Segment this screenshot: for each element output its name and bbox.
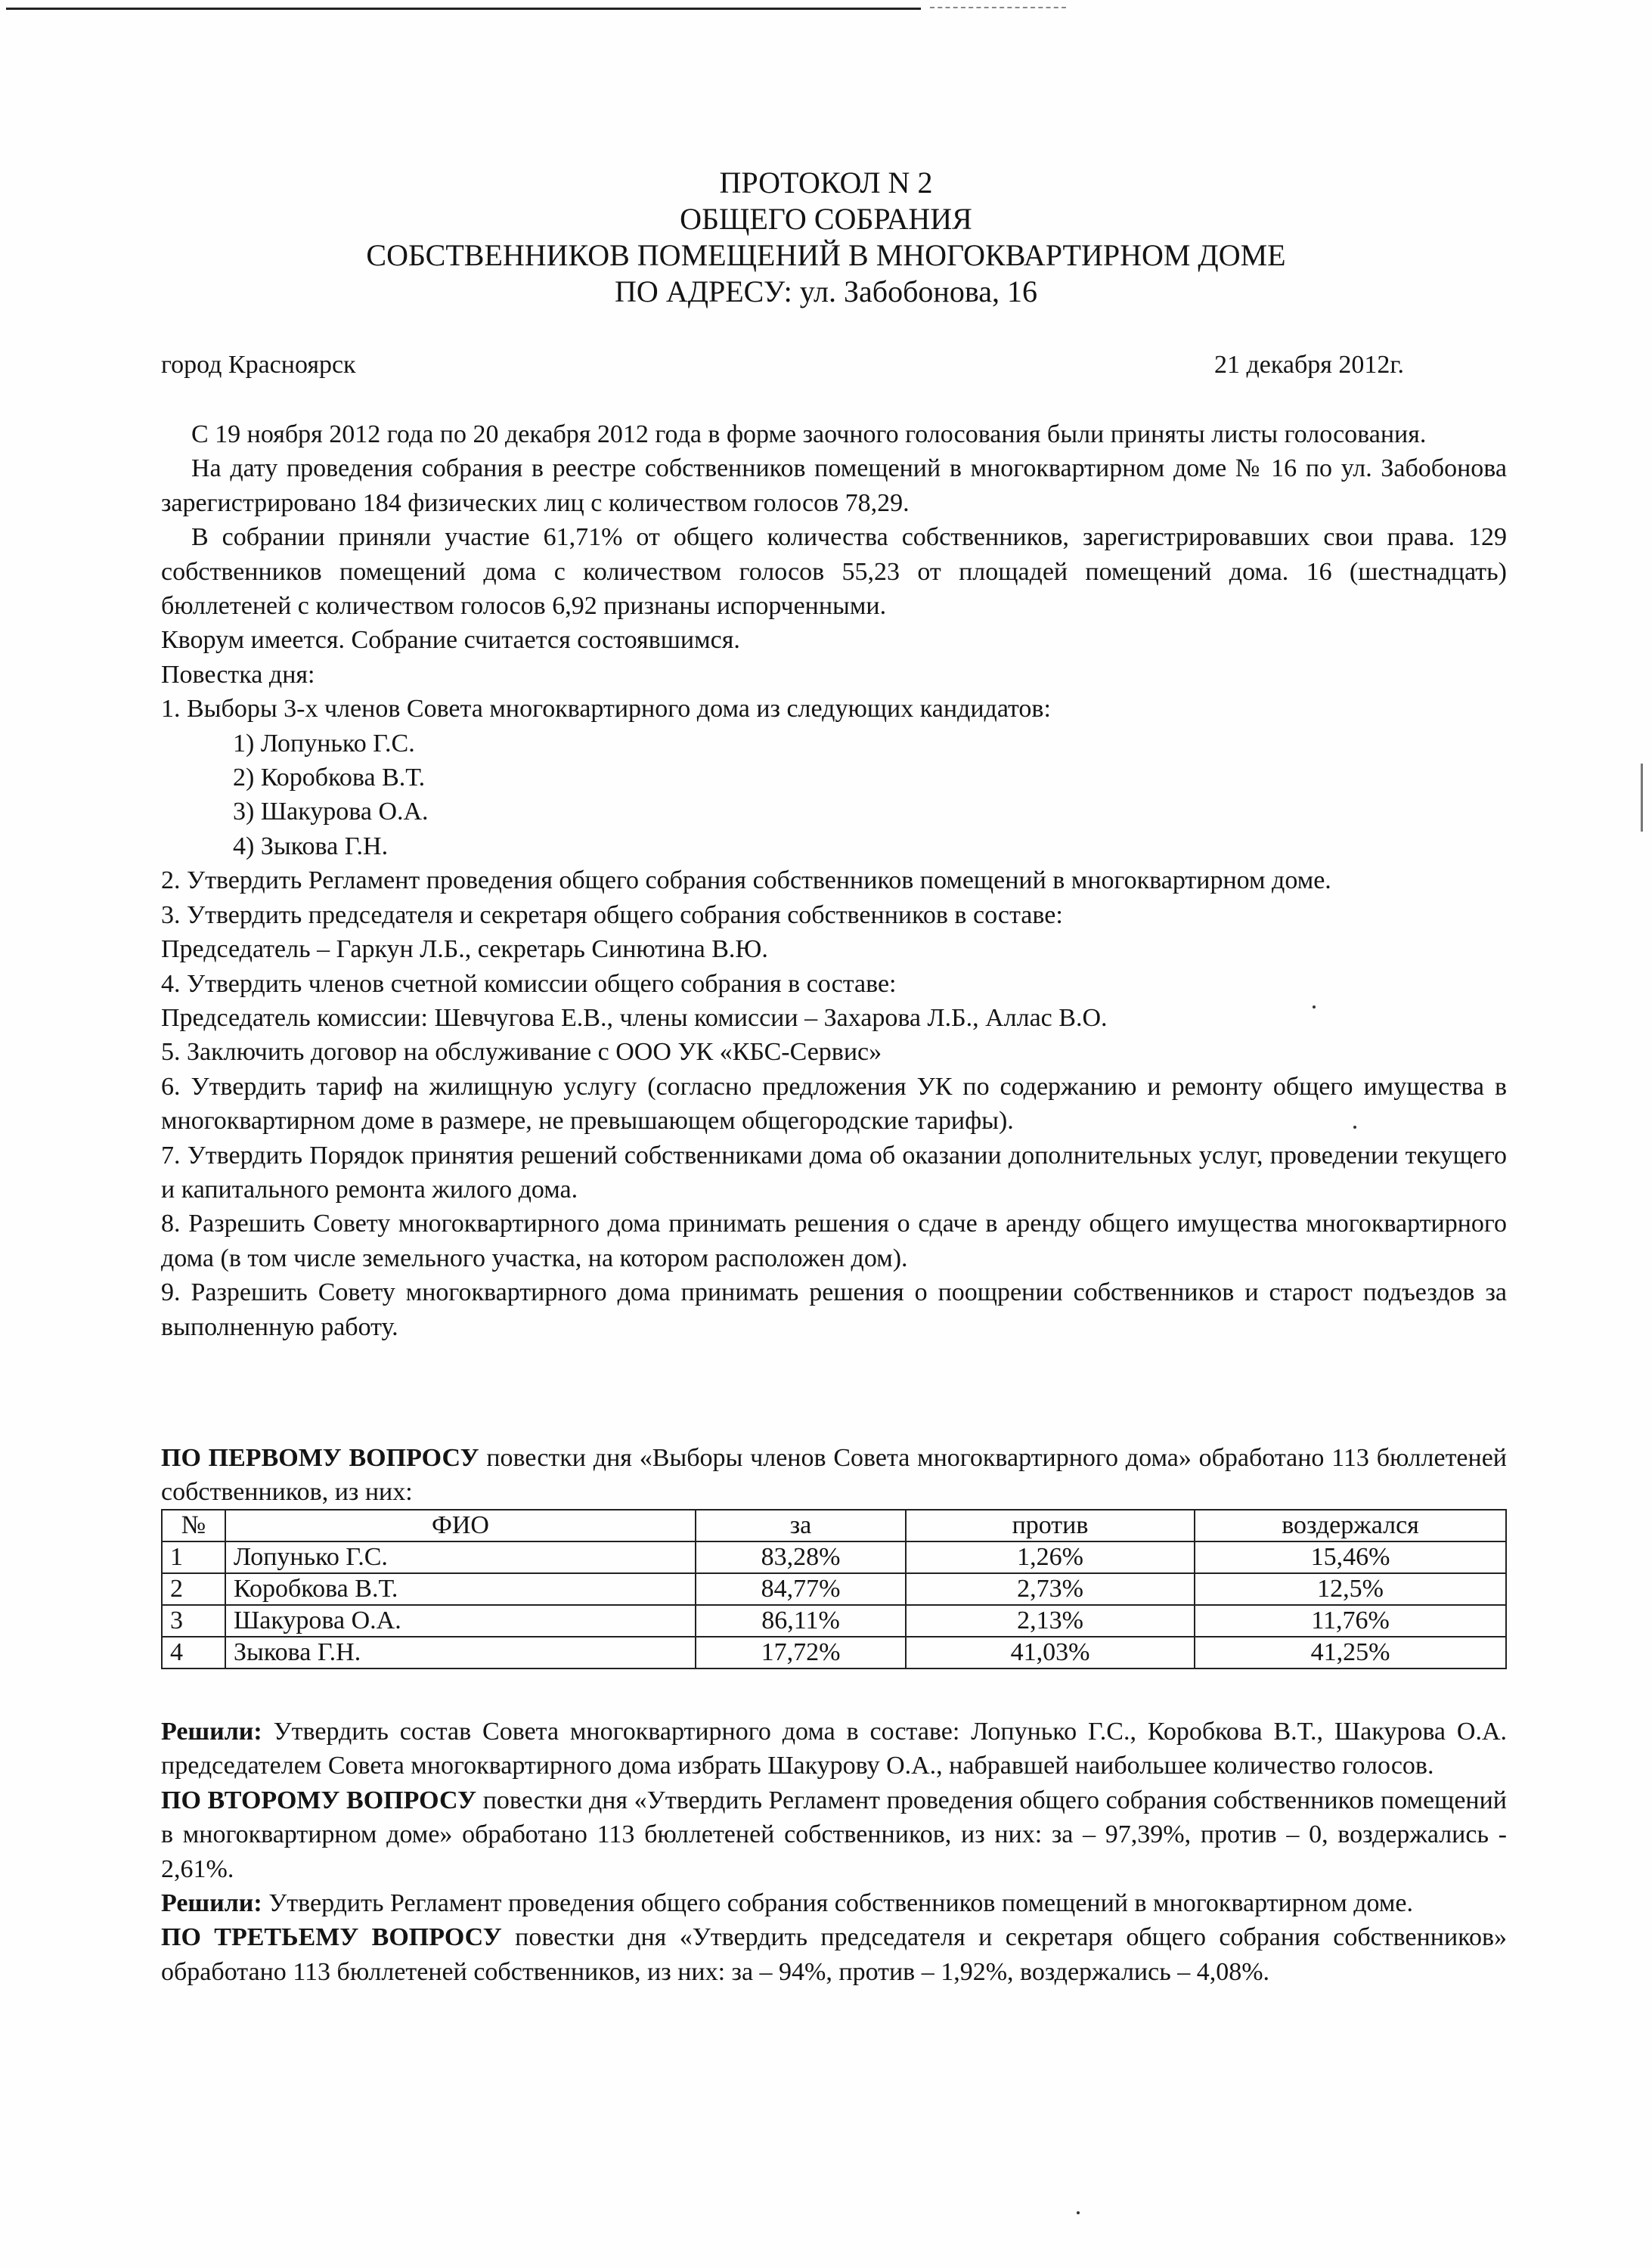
scan-edge-mark	[1641, 764, 1643, 832]
col-for: за	[696, 1510, 906, 1541]
table-row	[162, 1541, 1506, 1573]
scan-top-border	[6, 8, 921, 10]
votes-for: 86,11%	[696, 1605, 906, 1637]
agenda-item-3-detail: Председатель – Гаркун Л.Б., секретарь Синютина В.Ю.	[161, 935, 768, 964]
votes-against: 2,13%	[906, 1605, 1195, 1637]
title-line-4: ПО АДРЕСУ: ул. Забобонова, 16	[615, 274, 1037, 308]
question-3	[161, 1920, 1507, 1989]
candidate-1: 1) Лопунько Г.С.	[233, 729, 415, 758]
question-2-text: повестки дня «Утвердить Регламент проведения общего собрания собственников помещений в многоквартирном доме» обработано 113 бюллетеней собственников, из них: за – 97,39%, против – 0, воздержались - 2,61%.	[161, 1786, 1508, 1883]
vote-results-table	[161, 1509, 1507, 1669]
title-line-3: СОБСТВЕННИКОВ ПОМЕЩЕНИЙ В МНОГОКВАРТИРНОМ ДОМЕ	[366, 238, 1286, 272]
city: город Красноярск	[161, 351, 356, 379]
agenda-item-7: 7. Утвердить Порядок принятия решений собственниками дома об оказании дополнительных услуг, проведении текущего и капитального ремонта жилого дома.	[161, 1141, 1507, 1204]
votes-for: 84,77%	[696, 1573, 906, 1605]
scan-speck	[1077, 2211, 1080, 2214]
decision-2	[161, 1886, 1507, 1920]
table-header-row	[162, 1510, 1506, 1541]
votes-abstained: 15,46%	[1195, 1541, 1506, 1573]
votes-abstained: 12,5%	[1195, 1573, 1506, 1605]
table-row	[162, 1605, 1506, 1637]
title-line-2: ОБЩЕГО СОБРАНИЯ	[680, 202, 972, 236]
candidate-3: 3) Шакурова О.А.	[233, 798, 429, 826]
question-2-heading: ПО ВТОРОМУ ВОПРОСУ	[161, 1786, 477, 1814]
agenda-item-8: 8. Разрешить Совету многоквартирного дома принимать решения о сдаче в аренду общего имущества многоквартирного дома (в том числе земельного участка, на котором расположен дом).	[161, 1210, 1507, 1272]
question-1-heading: ПО ПЕРВОМУ ВОПРОСУ	[161, 1444, 479, 1472]
row-number: 3	[162, 1605, 225, 1637]
votes-for: 17,72%	[696, 1637, 906, 1668]
table-row	[162, 1637, 1506, 1668]
decision-1	[161, 1715, 1507, 1783]
intro-paragraph-3: В собрании приняли участие 61,71% от общего количества собственников, зарегистрировавших свои права. 129 собственников помещений дома с количеством голосов 55,23 от площадей помещений дома. 16 (шестнадцать) бюллетеней с количеством голосов 6,92 признаны испорченными.	[161, 523, 1507, 621]
decision-1-text: Утвердить состав Совета многоквартирного дома в составе: Лопунько Г.С., Коробкова В.Т., Шакурова О.А. председателем Совета многоквартирного дома избрать Шакурову О.А., набравшей наибольшее количество голосов.	[161, 1718, 1507, 1780]
votes-against: 41,03%	[906, 1637, 1195, 1668]
intro-paragraph-2: На дату проведения собрания в реестре собственников помещений в многоквартирном доме № 16 по ул. Забобонова зарегистрировано 184 физических лиц с количеством голосов 78,29.	[161, 454, 1507, 517]
agenda-item-6: 6. Утвердить тариф на жилищную услугу (согласно предложения УК по содержанию и ремонту общего имущества в многоквартирном доме в размере, не превышающем общегородские тарифы).	[161, 1072, 1507, 1136]
decision-2-text: Утвердить Регламент проведения общего собрания собственников помещений в многоквартирном доме.	[262, 1889, 1413, 1918]
question-3-text: повестки дня «Утвердить председателя и секретаря общего собрания собственников» обработано 113 бюллетеней собственников, из них: за – 94%, против – 1,92%, воздержались – 4,08%.	[161, 1923, 1508, 1986]
row-number: 2	[162, 1573, 225, 1605]
votes-abstained: 11,76%	[1195, 1605, 1506, 1637]
row-number: 4	[162, 1637, 225, 1668]
votes-abstained: 41,25%	[1195, 1637, 1506, 1668]
decision-1-label: Решили:	[161, 1718, 262, 1746]
document-date: 21 декабря 2012г.	[1214, 351, 1405, 379]
col-abstained: воздержался	[1195, 1510, 1506, 1541]
document-title	[0, 165, 1652, 310]
intro-paragraph-1: С 19 ноября 2012 года по 20 декабря 2012 года в форме заочного голосования были приняты листы голосования.	[191, 420, 1427, 448]
agenda-item-5: 5. Заключить договор на обслуживание с ООО УК «КБС-Сервис»	[161, 1038, 882, 1067]
agenda-title: Повестка дня:	[161, 660, 315, 689]
agenda-item-1: 1. Выборы 3-х членов Совета многоквартирного дома из следующих кандидатов:	[161, 695, 1051, 723]
scan-top-border-faint	[930, 7, 1066, 8]
candidate-name: Зыкова Г.Н.	[225, 1637, 696, 1668]
title-line-1: ПРОТОКОЛ N 2	[719, 166, 933, 200]
question-3-heading: ПО ТРЕТЬЕМУ ВОПРОСУ	[161, 1923, 502, 1952]
main-body	[161, 417, 1507, 1344]
table-row	[162, 1573, 1506, 1605]
candidate-4: 4) Зыкова Г.Н.	[233, 832, 389, 860]
agenda-item-4-detail: Председатель комиссии: Шевчугова Е.В., члены комиссии – Захарова Л.Б., Аллас В.О.	[161, 1003, 1108, 1032]
candidate-2: 2) Коробкова В.Т.	[233, 764, 426, 792]
row-number: 1	[162, 1541, 225, 1573]
decision-2-label: Решили:	[161, 1889, 262, 1918]
col-against: против	[906, 1510, 1195, 1541]
agenda-item-3: 3. Утвердить председателя и секретаря общего собрания собственников в составе:	[161, 900, 1063, 929]
agenda-item-9: 9. Разрешить Совету многоквартирного дома принимать решения о поощрении собственников и старост подъездов за выполненную работу.	[161, 1278, 1507, 1341]
candidate-name: Шакурова О.А.	[225, 1605, 696, 1637]
quorum-statement: Кворум имеется. Собрание считается состоявшимся.	[161, 626, 740, 655]
results-section	[161, 1715, 1507, 1989]
votes-for: 83,28%	[696, 1541, 906, 1573]
candidate-name: Коробкова В.Т.	[225, 1573, 696, 1605]
col-name: ФИО	[225, 1510, 696, 1541]
question-1-text: повестки дня «Выборы членов Совета многоквартирного дома» обработано 113 бюллетеней собственников, из них:	[161, 1444, 1508, 1507]
col-number: №	[162, 1510, 225, 1541]
question-1	[161, 1441, 1507, 1510]
candidate-name: Лопунько Г.С.	[225, 1541, 696, 1573]
agenda-item-2: 2. Утвердить Регламент проведения общего собрания собственников помещений в многоквартирном доме.	[161, 866, 1331, 895]
votes-against: 2,73%	[906, 1573, 1195, 1605]
agenda-item-4: 4. Утвердить членов счетной комиссии общего собрания в составе:	[161, 969, 897, 998]
question-2	[161, 1783, 1507, 1886]
votes-against: 1,26%	[906, 1541, 1195, 1573]
